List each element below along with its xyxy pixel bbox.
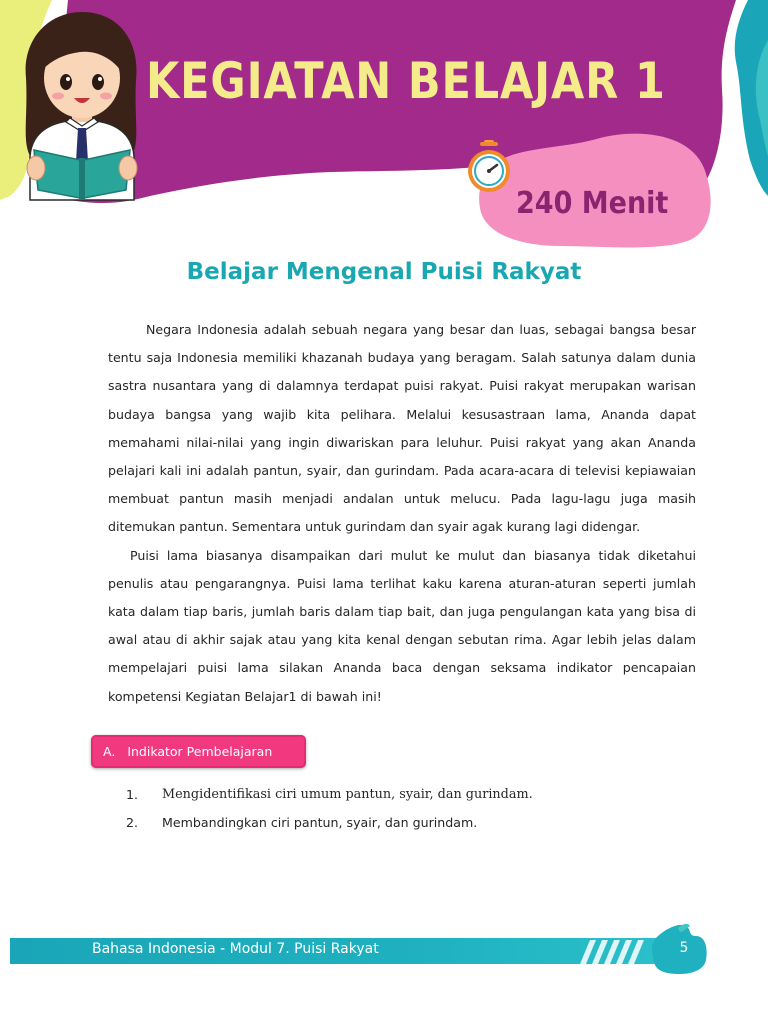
paragraph: Negara Indonesia adalah sebuah negara yang besar dan luas, sebagai bangsa besar tentu saja Indonesia memiliki khazanah budaya yang beragam. Salah satunya dalam dunia sastra nusantara yang di dalamnya terdapat puisi rakyat. Puisi rakyat merupakan warisan budaya bangsa yang wajib kita pelihara. Melalui kesusastraan lama, Ananda dapat memahami nilai-nilai yang ingin diwariskan para leluhur. Puisi rakyat yang akan Ananda pelajari kali ini adalah pantun, syair, dan gurindam. Pada acara-acara di televisi kepiawaian membuat pantun masih menjadi andalan untuk melucu. Pada lagu-lagu juga masih ditemukan pantun. Sementara untuk gurindam dan syair agak kurang lagi didengar. — [108, 322, 696, 535]
list-text: Mengidentifikasi ciri umum pantun, syair, dan gurindam. — [162, 786, 533, 802]
list-item — [126, 808, 726, 836]
body-text — [108, 316, 696, 711]
paragraph: Puisi lama biasanya disampaikan dari mulut ke mulut dan biasanya tidak diketahui penulis atau pengarangnya. Puisi lama terlihat kaku karena aturan-aturan seperti jumlah kata dalam tiap baris, jumlah baris dalam tiap bait, dan juga pengulangan kata yang bisa di awal atau di akhir sajak atau yang kita kenal dengan sebutan rima. Agar lebih jelas dalam mempelajari puisi lama silakan Ananda baca dengan seksama indikator pencapaian kompetensi Kegiatan Belajar1 di bawah ini! — [108, 547, 696, 704]
page-number: 5 — [679, 940, 689, 956]
indicator-list — [126, 780, 726, 836]
header-banner — [0, 0, 768, 260]
indicator-title: Indikator Pembelajaran — [127, 744, 273, 759]
list-number: 2. — [126, 814, 139, 830]
list-item — [126, 780, 726, 808]
indicator-letter: A. — [103, 744, 116, 759]
indicator-heading — [91, 735, 306, 768]
list-text: Membandingkan ciri pantun, syair, dan gurindam. — [162, 814, 478, 830]
duration-label: 240 Menit — [516, 186, 669, 221]
module-title: KEGIATAN BELAJAR 1 — [146, 52, 666, 110]
list-number: 1. — [126, 786, 139, 802]
student-illustration — [26, 12, 137, 200]
footer-text: Bahasa Indonesia - Modul 7. Puisi Rakyat — [92, 941, 379, 957]
section-title: Belajar Mengenal Puisi Rakyat — [186, 259, 582, 285]
